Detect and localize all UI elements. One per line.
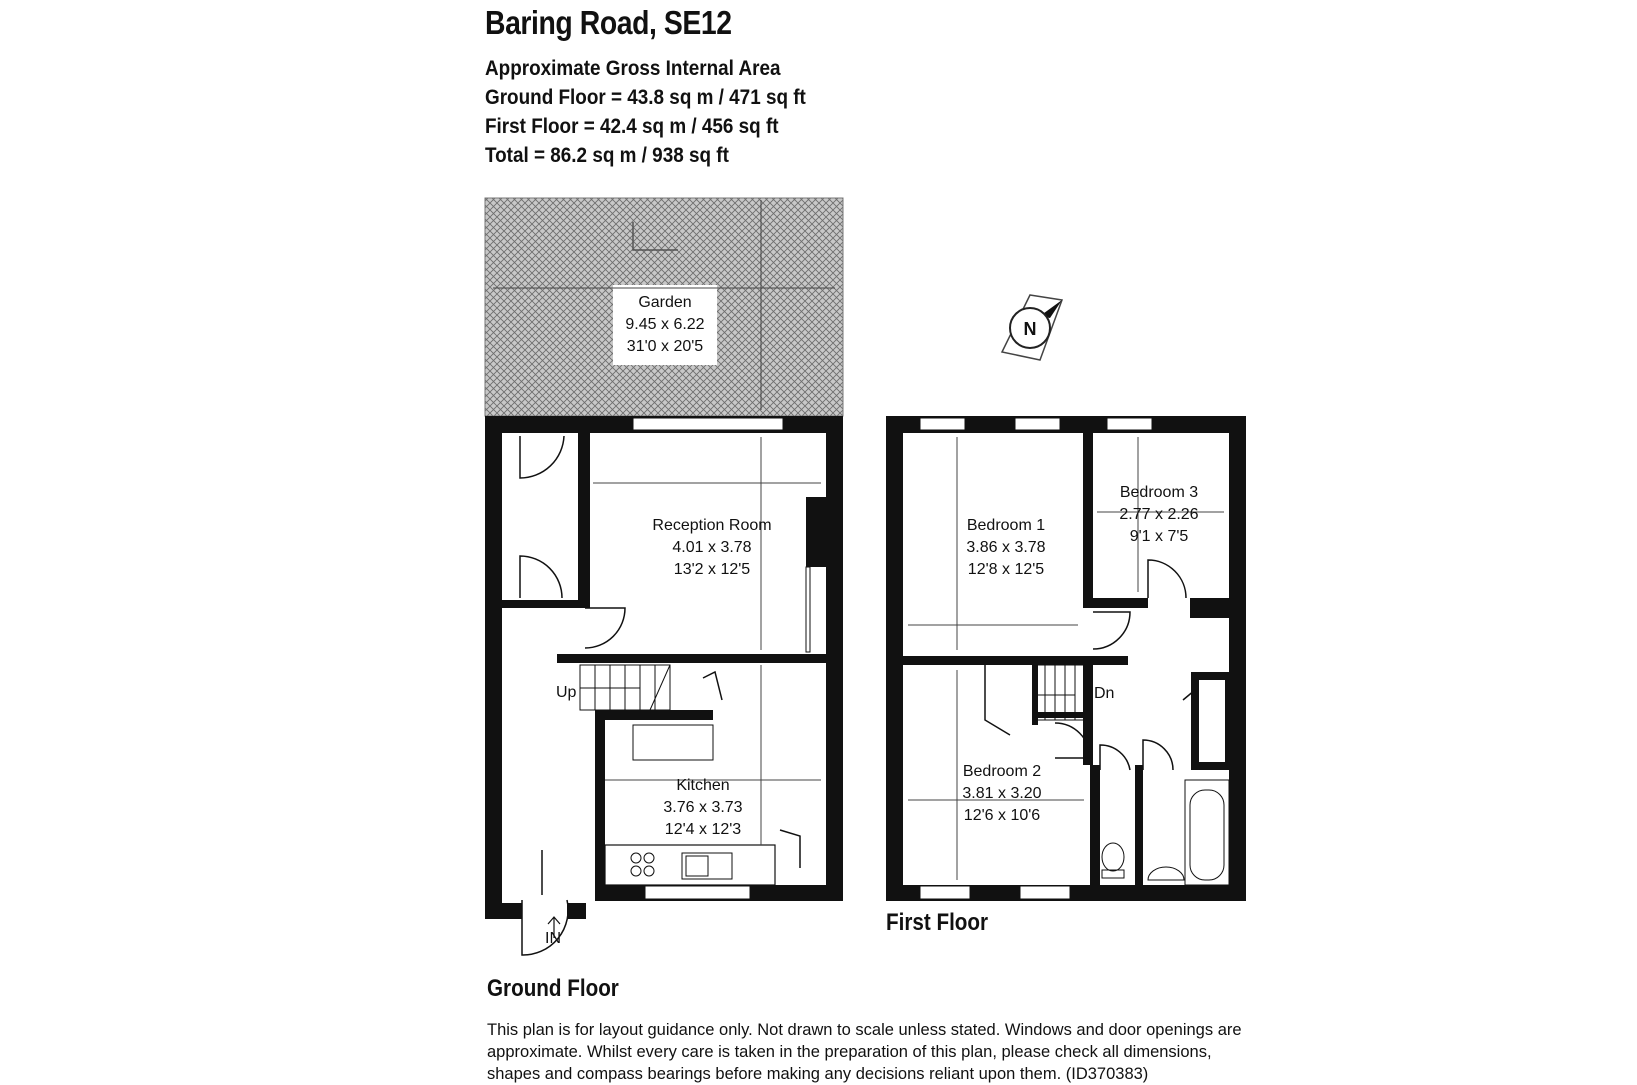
stairs-down-label: Dn bbox=[1094, 685, 1115, 702]
plan-title: Baring Road, SE12 bbox=[485, 4, 732, 41]
bedroom2-imperial: 12'6 x 10'6 bbox=[963, 807, 1041, 824]
washbasin-icon bbox=[1148, 867, 1184, 880]
bedroom1-metric: 3.86 x 3.78 bbox=[966, 539, 1046, 556]
door-hall bbox=[520, 556, 562, 598]
garden-metric: 9.45 x 6.22 bbox=[625, 316, 705, 333]
kitchen-metric: 3.76 x 3.73 bbox=[663, 799, 743, 816]
toilet-icon bbox=[1102, 843, 1124, 878]
disclaimer-text bbox=[487, 1019, 1267, 1085]
door-wc bbox=[1100, 745, 1130, 770]
ground-floor-label: Ground Floor bbox=[487, 975, 619, 1002]
area-heading: Approximate Gross Internal Area bbox=[485, 57, 781, 80]
ground-floor-area: Ground Floor = 43.8 sq m / 471 sq ft bbox=[485, 86, 806, 109]
reception-name: Reception Room bbox=[652, 517, 772, 534]
disclaimer-line-1: This plan is for layout guidance only. Not drawn to scale unless stated. Windows and door openings are bbox=[487, 1021, 1242, 1039]
ground-stairs bbox=[580, 665, 670, 710]
ground-floor-plan bbox=[485, 416, 843, 955]
entrance-label: IN bbox=[545, 930, 561, 947]
first-floor-label: First Floor bbox=[886, 909, 989, 936]
door-store bbox=[520, 436, 564, 478]
kitchen-imperial: 12'4 x 12'3 bbox=[664, 821, 742, 838]
door-reception bbox=[585, 608, 625, 648]
bedroom1-name: Bedroom 1 bbox=[966, 517, 1046, 534]
bedroom3-name: Bedroom 3 bbox=[1119, 484, 1199, 501]
north-label: N bbox=[1023, 319, 1037, 339]
garden-imperial: 31'0 x 20'5 bbox=[626, 338, 704, 355]
reception-imperial: 13'2 x 12'5 bbox=[673, 561, 751, 578]
door-bedroom3 bbox=[1148, 560, 1186, 598]
first-floor-plan bbox=[886, 416, 1246, 901]
total-area: Total = 86.2 sq m / 938 sq ft bbox=[485, 144, 729, 167]
door-bathroom bbox=[1143, 740, 1173, 770]
door-bedroom1 bbox=[1093, 612, 1130, 649]
reception-metric: 4.01 x 3.78 bbox=[672, 539, 752, 556]
first-stairs bbox=[1035, 665, 1090, 720]
bedroom2-name: Bedroom 2 bbox=[962, 763, 1042, 780]
garden-area bbox=[485, 198, 843, 416]
bedroom1-imperial: 12'8 x 12'5 bbox=[967, 561, 1045, 578]
bath-icon bbox=[1185, 780, 1229, 885]
kitchen-unit bbox=[633, 725, 713, 760]
first-floor-area: First Floor = 42.4 sq m / 456 sq ft bbox=[485, 115, 779, 138]
compass-north-icon bbox=[1002, 295, 1062, 360]
bedroom2-metric: 3.81 x 3.20 bbox=[962, 785, 1042, 802]
kitchen-name: Kitchen bbox=[676, 777, 730, 794]
stairs-up-label: Up bbox=[556, 684, 577, 701]
bedroom3-metric: 2.77 x 2.26 bbox=[1119, 506, 1199, 523]
bedroom3-imperial: 9'1 x 7'5 bbox=[1129, 528, 1189, 545]
garden-name: Garden bbox=[638, 294, 692, 311]
back-door bbox=[780, 830, 800, 868]
disclaimer-line-2: approximate. Whilst every care is taken in the preparation of this plan, please check all dimensions, bbox=[487, 1043, 1212, 1061]
disclaimer-line-3: shapes and compass bearings before making any decisions reliant upon them. (ID370383) bbox=[487, 1065, 1149, 1083]
